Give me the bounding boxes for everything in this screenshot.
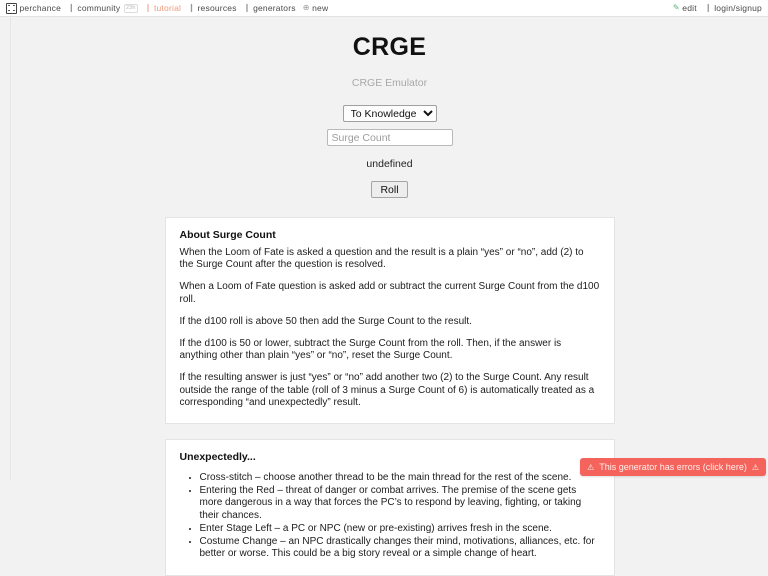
pencil-icon: ✎ [672, 3, 680, 12]
person-icon: ❙ [704, 3, 712, 12]
nav-item-login-signup[interactable] [705, 3, 762, 13]
globe-icon: ⊕ [302, 3, 310, 12]
card-paragraph: If the resulting answer is just “yes” or “no” add another two (2) to the Surge Count. Any result outside the range of the table (roll of 3 minus a Surge Count of 6) is automatically treated as a corresponding “and unexpectedly” result. [179, 372, 595, 408]
nav-left-group [6, 3, 328, 14]
card-heading: Unexpectedly... [179, 451, 256, 464]
page-subtitle: CRGE Emulator [351, 77, 428, 89]
nav-item-perchance[interactable] [6, 3, 61, 14]
card-paragraph: If the d100 roll is above 50 then add the Surge Count to the result. [179, 315, 472, 327]
nav-item-generators[interactable] [244, 3, 296, 13]
card-paragraph: When the Loom of Fate is asked a question and the result is a plain “yes” or “no”, add (2) to the Surge Count after the question is resolved. [179, 247, 584, 271]
nav-right-group [673, 3, 762, 13]
top-navigation-bar [0, 0, 768, 17]
page-title: CRGE [352, 33, 427, 61]
roll-result-text: undefined [366, 158, 413, 170]
nav-item-community-label: community [77, 3, 121, 13]
about-surge-count-card [165, 217, 615, 424]
generator-page [10, 18, 768, 560]
warning-icon: ⚠ [751, 462, 759, 472]
card-paragraph: If the d100 is 50 or lower, subtract the Surge Count from the roll. Then, if the answer is anything other than plain “yes” or “no”, reset the Surge Count. [179, 338, 562, 362]
warning-icon: ⚠ [587, 462, 595, 472]
nav-item-new[interactable] [303, 3, 329, 13]
list-item: • Enter Stage Left – a PC or NPC (new or pre-existing) arrives fresh in the scene. [200, 523, 600, 535]
nav-item-community[interactable] [68, 3, 138, 13]
book-icon: ❙ [68, 3, 75, 12]
surge-count-input[interactable] [327, 129, 453, 146]
community-badge: 23h [125, 4, 136, 11]
book-icon: ❙ [144, 3, 152, 12]
nav-item-tutorial-label: tutorial [154, 3, 182, 13]
card-heading: About Surge Count [179, 229, 276, 241]
generator-error-toast[interactable] [580, 458, 766, 476]
dropdown-row [11, 105, 768, 122]
nav-item-new-label: new [312, 3, 329, 13]
list-item: • Cross-stitch – choose another thread to be the main thread for the rest of the scene. [200, 472, 600, 484]
nav-item-generators-label: generators [253, 3, 296, 13]
perchance-logo-icon [6, 3, 17, 14]
nav-item-login-signup-label: login/signup [714, 3, 762, 13]
nav-item-tutorial[interactable] [145, 3, 182, 13]
question-type-select[interactable] [343, 105, 437, 122]
unexpectedly-list [180, 472, 600, 560]
generator-error-toast-label: This generator has errors (click here) [599, 462, 747, 472]
card-paragraph: When a Loom of Fate question is asked add or subtract the current Surge Count from the d100 roll. [179, 281, 600, 305]
nav-item-edit[interactable] [673, 3, 697, 13]
list-item: • Costume Change – an NPC drastically changes their mind, motivations, alliances, etc. for better or worse. This could be a big story reveal or a simple change of heart. [200, 536, 600, 560]
nav-item-perchance-label: perchance [19, 3, 61, 13]
nav-item-edit-label: edit [682, 3, 697, 13]
unexpectedly-card [165, 439, 615, 576]
book-icon: ❙ [188, 3, 196, 12]
roll-button[interactable]: Roll [371, 181, 407, 198]
book-icon: ❙ [243, 3, 251, 12]
nav-item-resources-label: resources [197, 3, 237, 13]
surge-input-row [11, 129, 768, 146]
nav-item-resources[interactable] [188, 3, 237, 13]
list-item: • Entering the Red – threat of danger or combat arrives. The premise of the scene gets more dangerous in a way that forces the PC’s to respond by leaving, fighting, or taking their chances. [200, 485, 600, 522]
roll-button-row [11, 181, 768, 198]
